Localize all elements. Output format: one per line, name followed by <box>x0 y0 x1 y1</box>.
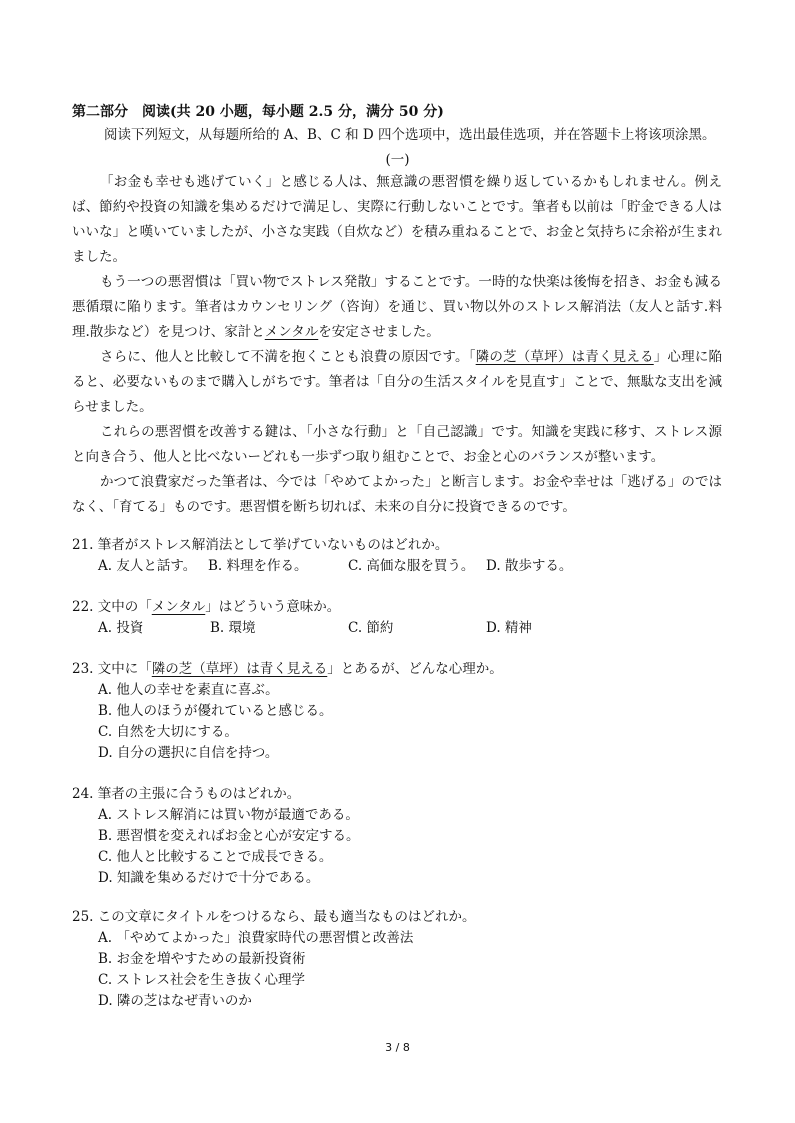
paragraph-2-text-b: を安定させました。 <box>318 324 440 340</box>
question-stem: 21. 筆者がストレス解消法として挙げていないものはどれか。 <box>72 537 449 553</box>
question-24 <box>72 784 722 889</box>
option-b: B. お金を増やすための最新投資術 <box>98 951 306 967</box>
options-row <box>98 556 722 577</box>
underlined-mental: メンタル <box>264 324 319 340</box>
option-c: C. ストレス社会を生き抜く心理学 <box>98 972 306 988</box>
option-a: A. 他人の幸せを素直に喜ぶ。 <box>98 682 279 698</box>
passage-paragraph-4: これらの悪習慣を改善する鍵は、「小さな行動」と「自己認識」です。知識を実践に移す、ストレス源と向き合う、他人と比べないーどれも一歩ずつ取り組むことで、お金と心のバランスが整います。 <box>72 424 722 465</box>
question-21 <box>72 535 722 577</box>
option-d: D. 精神 <box>486 620 532 636</box>
option-a: A. 「やめてよかった」浪費家時代の悪習慣と改善法 <box>98 930 414 946</box>
option-d: D. 知識を集めるだけで十分である。 <box>98 870 320 886</box>
option-c: C. 節約 <box>348 620 394 636</box>
option-a: A. 投資 <box>98 620 144 636</box>
option-c: C. 自然を大切にする。 <box>98 724 238 740</box>
passage-paragraph-3 <box>72 345 722 420</box>
page-number: 3 / 8 <box>385 1041 410 1054</box>
question-stem: 25. この文章にタイトルをつけるなら、最も適当なものはどれか。 <box>72 909 476 925</box>
stem-text-b: 」とあるが、どんな心理か。 <box>327 661 503 677</box>
option-c: C. 高価な服を買う。 <box>348 558 475 574</box>
question-stem: 24. 筆者の主張に合うものはどれか。 <box>72 786 301 802</box>
reading-passage <box>72 170 722 520</box>
option-d: D. 散歩する。 <box>486 558 573 574</box>
underlined-idiom: 隣の芝（草坪）は青く見える <box>475 349 654 365</box>
stem-text-a: 22. 文中の「 <box>72 599 152 615</box>
stem-underlined: 隣の芝（草坪）は青く見える <box>151 661 328 677</box>
option-b: B. 料理を作る。 <box>208 558 308 574</box>
question-stem <box>72 597 722 618</box>
stem-text-a: 23. 文中に「 <box>72 661 152 677</box>
option-c: C. 他人と比較することで成長できる。 <box>98 849 333 865</box>
passage-paragraph-5: かつて浪費家だった筆者は、今では「やめてよかった」と断言します。お金や幸せは「逃げる」のではなく、「育てる」ものです。悪習慣を断ち切れば、未来の自分に投資できるのです。 <box>72 474 722 515</box>
question-25 <box>72 907 722 1012</box>
option-d: D. 隣の芝はなぜ青いのか <box>98 993 252 1009</box>
paragraph-3-text-b: 」心理に陥ると、必要ないものまで購入しがちです。筆者は「自分の生活スタイルを見直す」ことで、無駄な支出を減らせました。 <box>72 349 723 415</box>
passage-paragraph-2 <box>72 270 722 345</box>
option-b: B. 環境 <box>210 620 256 636</box>
reading-instructions: 阅读下列短文，从每题所给的 A、B、C 和 D 四个选项中，选出最佳选项，并在答题卡上将该项涂黑。 <box>104 127 716 143</box>
question-stem <box>72 659 722 680</box>
stem-underlined: メンタル <box>151 599 206 615</box>
passage-number: (一) <box>385 152 410 168</box>
passage-paragraph-1: 「お金も幸せも逃げていく」と感じる人は、無意識の悪習慣を繰り返しているかもしれません。例えば、節約や投資の知識を集めるだけで満足し、実際に行動しないことです。筆者も以前は「貯金できる人はいいな」と嘆いていましたが、小さな実践（自炊など）を積み重ねることで、お金と気持ちに余裕が生まれました。 <box>72 174 722 265</box>
stem-text-b: 」はどういう意味か。 <box>205 599 341 615</box>
option-a: A. ストレス解消には買い物が最適である。 <box>98 807 359 823</box>
option-d: D. 自分の選択に自信を持つ。 <box>98 745 279 761</box>
question-22 <box>72 597 722 639</box>
paragraph-2-text-a: もう一つの悪習慣は「買い物でストレス発散」することです。一時的な快楽は後悔を招き、お金も減る悪循環に陥ります。筆者はカウンセリング（咨询）を通じ、買い物以外のストレス解消法（友人と話す.料理.散歩など）を見つけ、家計と <box>72 274 722 340</box>
question-23 <box>72 659 722 764</box>
option-b: B. 悪習慣を変えればお金と心が安定する。 <box>98 828 360 844</box>
section-title: 第二部分 阅读(共 20 小题，每小题 2.5 分，满分 50 分) <box>72 104 444 120</box>
options-row <box>98 618 722 639</box>
option-b: B. 他人のほうが優れていると感じる。 <box>98 703 333 719</box>
option-a: A. 友人と話す。 <box>98 558 197 574</box>
paragraph-3-text-a: さらに、他人と比較して不満を抱くことも浪費の原因です。「 <box>100 349 476 365</box>
